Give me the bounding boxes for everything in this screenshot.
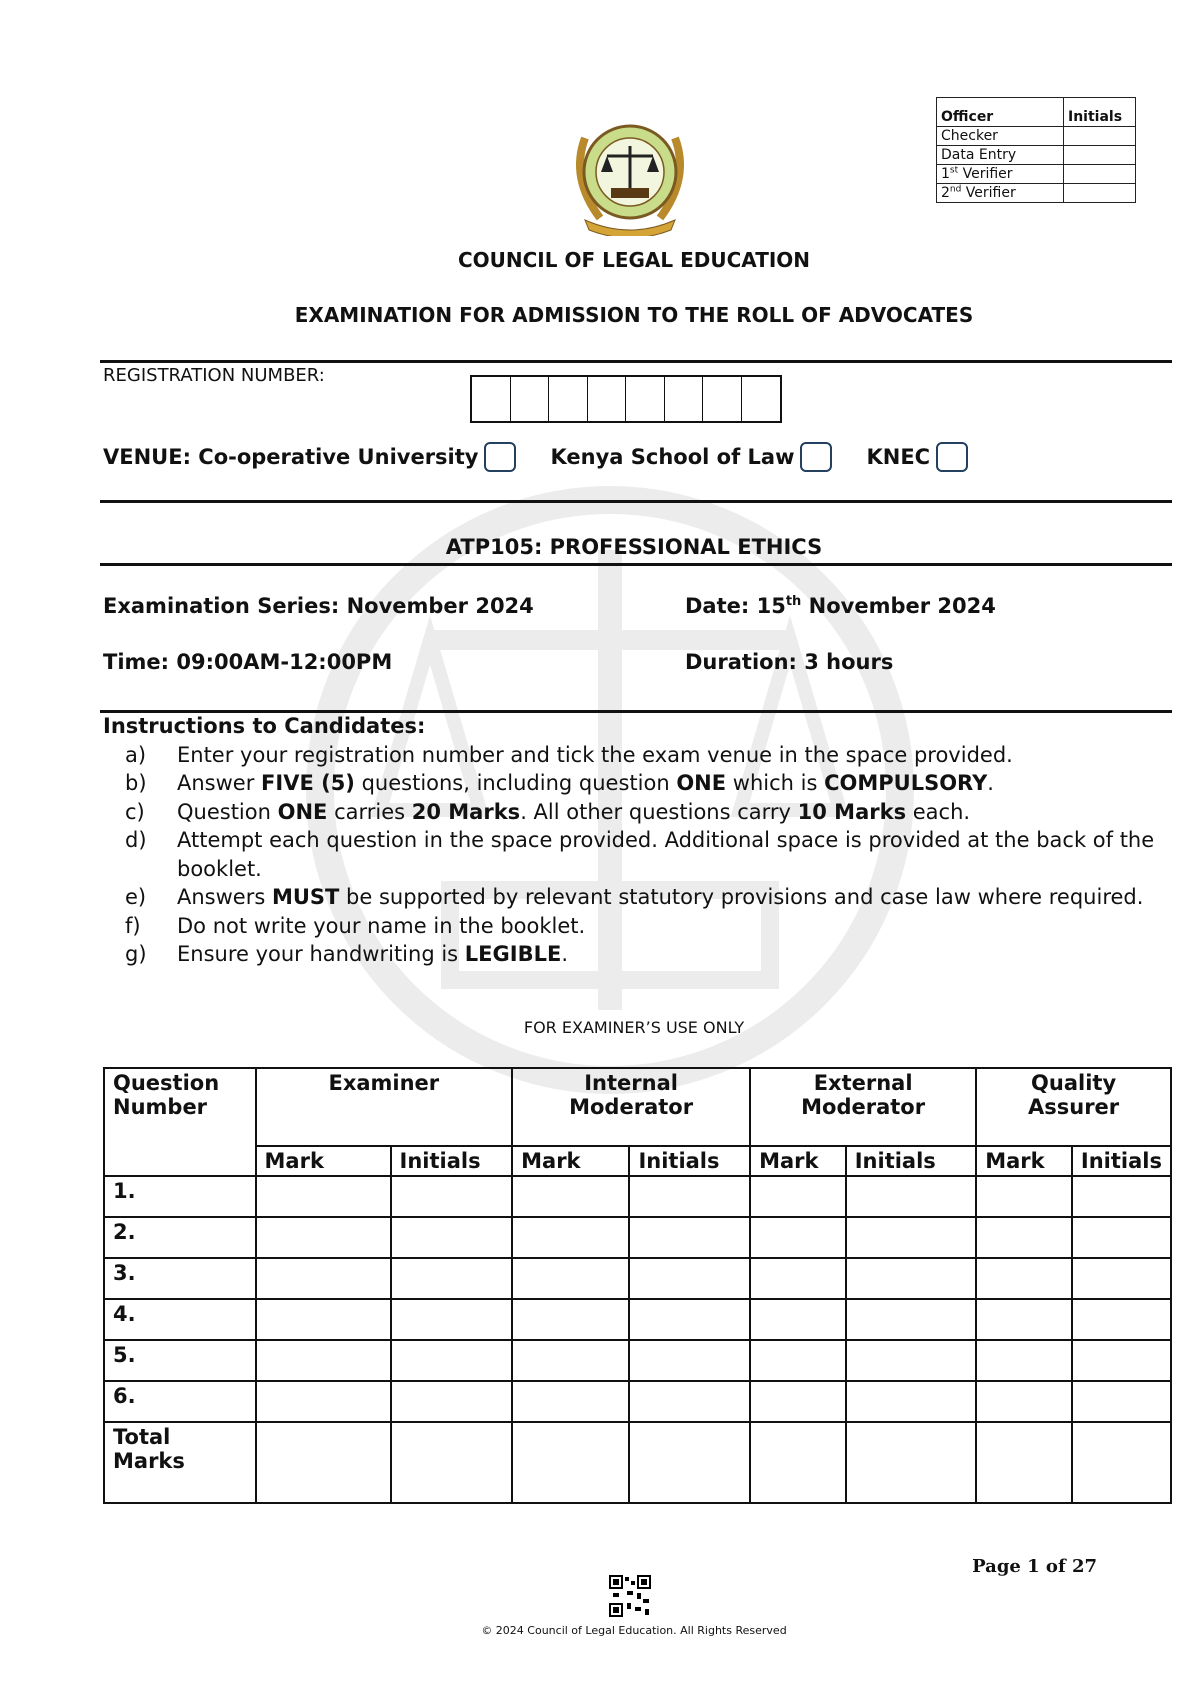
question-number-cell: 4. [104, 1299, 256, 1340]
question-number-cell: 5. [104, 1340, 256, 1381]
initials-cell[interactable] [391, 1258, 513, 1299]
qr-code-icon [609, 1575, 651, 1617]
examiner-use-note: FOR EXAMINER’S USE ONLY [523, 1018, 745, 1037]
question-number-header: Question Number [104, 1068, 256, 1176]
question-number-cell: 6. [104, 1381, 256, 1422]
external-moderator-header: External Moderator [750, 1068, 976, 1146]
instruction-letter: c) [125, 799, 145, 824]
mark-cell[interactable] [512, 1299, 629, 1340]
table-row [104, 1258, 1171, 1299]
instruction-item [103, 769, 1163, 798]
exam-title: EXAMINATION FOR ADMISSION TO THE ROLL OF ADVOCATES [294, 303, 974, 327]
mark-cell[interactable] [976, 1381, 1072, 1422]
venue-option-label: Kenya School of Law [550, 445, 795, 469]
venue-row: VENUE : Co-operative University Kenya School of Law KNEC [103, 442, 1002, 472]
instruction-letter: g) [125, 942, 147, 966]
officer-initials-cell[interactable] [1064, 127, 1136, 146]
instruction-text: Answers MUST be supported by relevant statutory provisions and case law where required. [177, 885, 1144, 909]
registration-digit-box[interactable] [549, 377, 588, 421]
mark-cell[interactable] [976, 1176, 1072, 1217]
initials-header: Initials [1072, 1146, 1171, 1176]
registration-digit-box[interactable] [703, 377, 742, 421]
mark-cell[interactable] [512, 1258, 629, 1299]
initials-cell[interactable] [846, 1299, 976, 1340]
mark-header: Mark [750, 1146, 846, 1176]
mark-cell[interactable] [256, 1299, 391, 1340]
instructions-list [103, 741, 1163, 969]
registration-digit-box[interactable] [665, 377, 704, 421]
instruction-item [103, 826, 1163, 883]
divider [100, 500, 1172, 503]
initials-cell[interactable] [629, 1340, 750, 1381]
mark-cell[interactable] [976, 1340, 1072, 1381]
registration-digit-box[interactable] [588, 377, 627, 421]
initials-cell[interactable] [629, 1381, 750, 1422]
quality-assurer-header: Quality Assurer [976, 1068, 1171, 1146]
instruction-text: Question ONE carries 20 Marks. All other questions carry 10 Marks each. [177, 799, 971, 824]
officer-header: Officer [937, 98, 1064, 127]
divider [100, 563, 1172, 566]
venue-option-label: KNEC [866, 445, 931, 469]
examiner-header: Examiner [256, 1068, 513, 1146]
initials-cell[interactable] [629, 1299, 750, 1340]
venue-checkbox-cooperative[interactable] [484, 442, 516, 472]
exam-duration: Duration: 3 hours [685, 650, 894, 674]
mark-cell[interactable] [976, 1258, 1072, 1299]
copyright-notice: © 2024 Council of Legal Education. All Rights Reserved [481, 1624, 787, 1637]
mark-cell[interactable] [512, 1381, 629, 1422]
mark-cell[interactable] [512, 1217, 629, 1258]
registration-digit-box[interactable] [511, 377, 550, 421]
initials-cell[interactable] [1072, 1217, 1171, 1258]
mark-cell[interactable] [256, 1422, 391, 1503]
officer-initials-table [936, 97, 1136, 203]
initials-header: Initials [629, 1146, 750, 1176]
mark-cell[interactable] [976, 1217, 1072, 1258]
table-row [104, 1422, 1171, 1503]
officer-initials-cell[interactable] [1064, 184, 1136, 203]
examiner-marks-table [103, 1067, 1172, 1504]
question-number-cell: 3. [104, 1258, 256, 1299]
mark-cell[interactable] [256, 1258, 391, 1299]
instruction-letter: e) [125, 885, 147, 909]
mark-cell[interactable] [750, 1340, 846, 1381]
mark-header: Mark [976, 1146, 1072, 1176]
initials-cell[interactable] [846, 1422, 976, 1503]
initials-header: Initials [1064, 98, 1136, 127]
instruction-letter: d) [125, 828, 147, 852]
internal-moderator-header: Internal Moderator [512, 1068, 750, 1146]
divider [100, 360, 1172, 363]
venue-label: VENUE [103, 445, 183, 469]
officer-initials-cell[interactable] [1064, 165, 1136, 184]
instruction-item [103, 940, 1163, 969]
instruction-letter: b) [125, 771, 147, 795]
initials-cell[interactable] [391, 1299, 513, 1340]
instruction-item [103, 883, 1163, 912]
initials-cell[interactable] [846, 1176, 976, 1217]
initials-cell[interactable] [1072, 1381, 1171, 1422]
initials-cell[interactable] [629, 1258, 750, 1299]
initials-cell[interactable] [391, 1381, 513, 1422]
officer-label-checker: Checker [937, 127, 1064, 146]
mark-cell[interactable] [750, 1381, 846, 1422]
page-number: Page 1 of 27 [972, 1556, 1097, 1577]
initials-cell[interactable] [391, 1422, 513, 1503]
venue-checkbox-ksl[interactable] [800, 442, 832, 472]
initials-header: Initials [846, 1146, 976, 1176]
mark-header: Mark [512, 1146, 629, 1176]
mark-cell[interactable] [976, 1299, 1072, 1340]
initials-cell[interactable] [391, 1340, 513, 1381]
initials-cell[interactable] [1072, 1299, 1171, 1340]
exam-date: Date: 15th November 2024 [685, 594, 996, 618]
mark-cell[interactable] [750, 1299, 846, 1340]
council-logo-icon [565, 108, 695, 236]
instruction-text: Answer FIVE (5) questions, including question ONE which is COMPULSORY. [177, 771, 994, 795]
table-row [104, 1176, 1171, 1217]
venue-checkbox-knec[interactable] [936, 442, 968, 472]
mark-cell[interactable] [256, 1176, 391, 1217]
instructions-heading: Instructions to Candidates: [103, 714, 426, 738]
mark-cell[interactable] [512, 1340, 629, 1381]
initials-cell[interactable] [629, 1217, 750, 1258]
initials-cell[interactable] [391, 1217, 513, 1258]
officer-label-data-entry: Data Entry [937, 146, 1064, 165]
officer-label-first-verifier: 1st Verifier [937, 165, 1064, 184]
initials-cell[interactable] [846, 1381, 976, 1422]
mark-cell[interactable] [256, 1217, 391, 1258]
instruction-text: Do not write your name in the booklet. [177, 913, 586, 938]
mark-cell[interactable] [512, 1422, 629, 1503]
mark-cell[interactable] [512, 1176, 629, 1217]
mark-cell[interactable] [976, 1422, 1072, 1503]
marks-table-body [104, 1176, 1171, 1503]
initials-cell[interactable] [1072, 1422, 1171, 1503]
mark-cell[interactable] [750, 1217, 846, 1258]
instructions [103, 712, 1163, 969]
registration-digit-box[interactable] [742, 377, 781, 421]
mark-cell[interactable] [750, 1422, 846, 1503]
instruction-text: Ensure your handwriting is LEGIBLE. [177, 942, 568, 966]
question-number-cell: Total Marks [104, 1422, 256, 1503]
officer-initials-cell[interactable] [1064, 146, 1136, 165]
initials-cell[interactable] [846, 1217, 976, 1258]
course-title: ATP105: PROFESSIONAL ETHICS [445, 535, 823, 559]
instruction-text: Enter your registration number and tick the exam venue in the space provided. [177, 742, 1013, 767]
initials-cell[interactable] [391, 1176, 513, 1217]
mark-cell[interactable] [256, 1340, 391, 1381]
instruction-text: Attempt each question in the space provided. Additional space is provided at the back of the booklet. [177, 828, 1155, 881]
initials-cell[interactable] [1072, 1176, 1171, 1217]
initials-cell[interactable] [1072, 1258, 1171, 1299]
registration-number-input[interactable] [470, 375, 782, 423]
registration-digit-box[interactable] [472, 377, 511, 421]
mark-cell[interactable] [256, 1381, 391, 1422]
table-row [104, 1299, 1171, 1340]
mark-cell[interactable] [750, 1176, 846, 1217]
instruction-letter: f) [125, 913, 141, 938]
question-number-cell: 2. [104, 1217, 256, 1258]
exam-time: Time: 09:00AM-12:00PM [103, 650, 393, 674]
table-row [104, 1340, 1171, 1381]
table-row [104, 1381, 1171, 1422]
org-title: COUNCIL OF LEGAL EDUCATION [457, 248, 811, 272]
initials-cell[interactable] [846, 1258, 976, 1299]
initials-cell[interactable] [846, 1340, 976, 1381]
table-row [104, 1217, 1171, 1258]
initials-cell[interactable] [629, 1176, 750, 1217]
venue-option-label: Co-operative University [198, 445, 479, 469]
mark-cell[interactable] [750, 1258, 846, 1299]
instruction-letter: a) [125, 742, 147, 767]
initials-header: Initials [391, 1146, 513, 1176]
registration-number-label: REGISTRATION NUMBER: [103, 365, 325, 386]
registration-digit-box[interactable] [626, 377, 665, 421]
officer-label-second-verifier: 2nd Verifier [937, 184, 1064, 203]
instruction-item [103, 912, 1163, 941]
initials-cell[interactable] [629, 1422, 750, 1503]
question-number-cell: 1. [104, 1176, 256, 1217]
exam-series: Examination Series: November 2024 [103, 594, 534, 618]
mark-header: Mark [256, 1146, 391, 1176]
initials-cell[interactable] [1072, 1340, 1171, 1381]
instruction-item [103, 741, 1163, 770]
instruction-item [103, 798, 1163, 827]
